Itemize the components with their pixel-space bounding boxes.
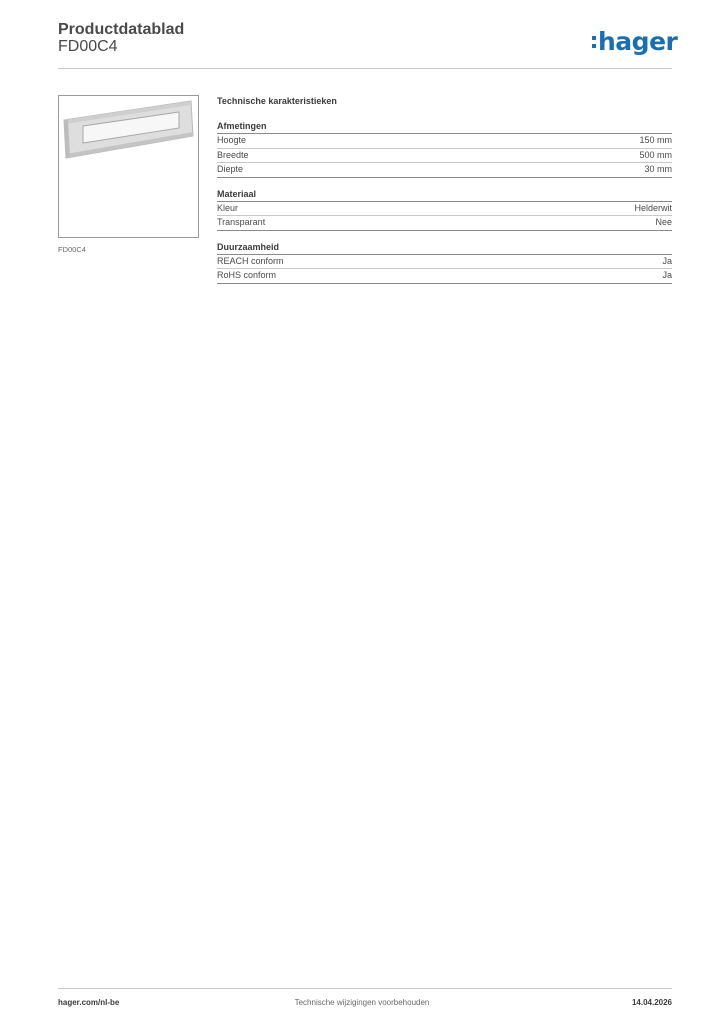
spec-value: 500 mm [639,149,672,160]
spec-value: Helderwit [634,202,672,213]
page-title: Productdatablad [58,21,185,38]
spec-label: Transparant [217,217,266,227]
spec-value: 150 mm [639,135,672,145]
spec-row [217,149,672,164]
spec-group-title: Afmetingen [217,121,672,134]
spec-value: 30 mm [644,164,672,174]
spec-value: Nee [655,217,672,227]
spec-label: Kleur [217,202,239,213]
spec-row [217,163,672,178]
specs-title: Technische karakteristieken [217,96,337,106]
footer-notice: Technische wijzigingen voorbehouden [294,998,430,1007]
header-divider [58,68,672,69]
footer-divider [58,988,672,989]
product-image [58,95,199,238]
spec-row [217,269,672,284]
spec-label: RoHS conform [217,270,277,280]
spec-value: Ja [662,270,672,280]
footer-website-link[interactable]: hager.com/nl-be [58,998,120,1007]
spec-row [217,255,672,270]
logo-colon-icon [592,36,596,52]
specs-section [217,96,672,284]
spec-label: Hoogte [217,135,247,145]
spec-group-title: Materiaal [217,189,672,202]
image-caption: FD00C4 [58,245,86,254]
spec-group-title: Duurzaamheid [217,242,672,255]
spec-row [217,216,672,231]
spec-group-duurzaamheid [217,242,672,284]
spec-value: Ja [662,255,672,266]
spec-group-afmetingen [217,121,672,178]
spec-row [217,134,672,149]
front-panel-product-image [59,96,198,237]
footer-date: 14.04.2026 [631,998,672,1007]
spec-group-materiaal [217,189,672,231]
spec-label: Breedte [217,149,249,160]
product-code: FD00C4 [58,38,118,55]
spec-label: REACH conform [217,255,284,266]
logo-wordmark: hager [598,27,678,56]
spec-row [217,202,672,217]
spec-label: Diepte [217,164,244,174]
